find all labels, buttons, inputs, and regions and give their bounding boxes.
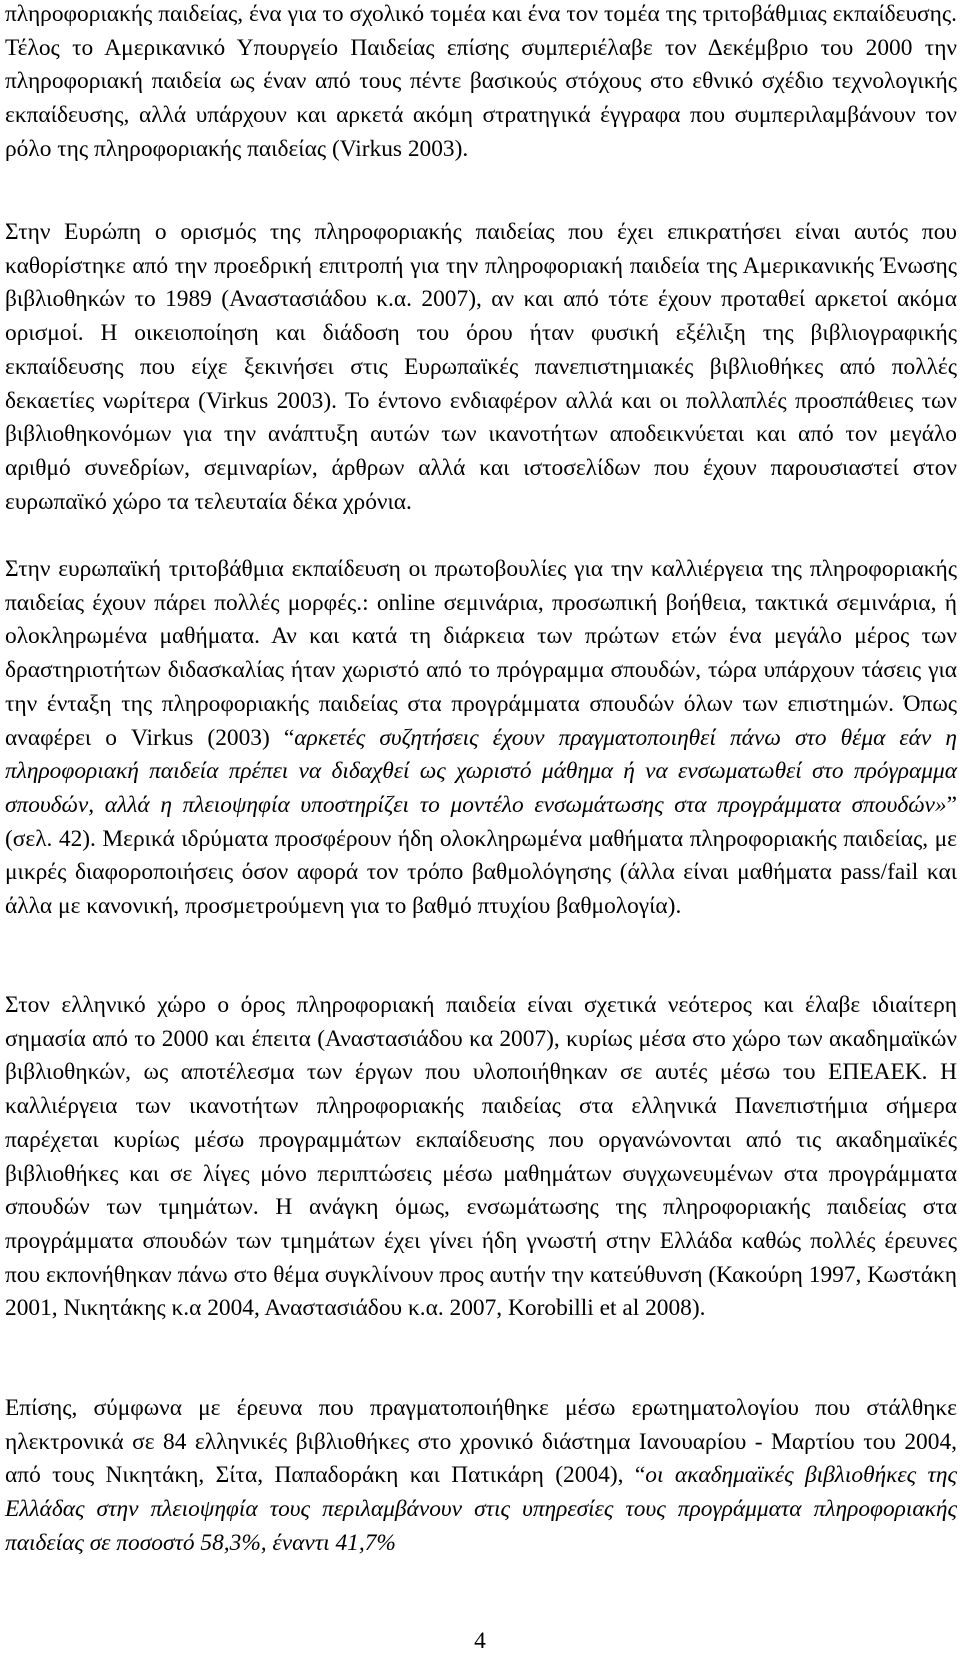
paragraph-1 <box>5 0 957 167</box>
paragraph-5 <box>5 1392 957 1561</box>
paragraph-3 <box>5 553 957 924</box>
paragraph-5-quote: οι ακαδημαϊκές βιβλιοθήκες της Ελλάδας στην πλειοψηφία τους περιλαμβάνουν στις υπηρεσίες τους προγράμματα πληροφοριακής παιδείας σε ποσοστό 58,3%, έναντι 41,7% <box>5 1462 957 1556</box>
paragraph-3-quote: αρκετές συζητήσεις έχουν πραγματοποιηθεί πάνω στο θέμα εάν η πληροφοριακή παιδεία πρέπει να διδαχθεί ως χωριστό μάθημα ή να ενσωματωθεί στο πρόγραμμα σπουδών, αλλά η πλειοψηφία υποστηρίζει το μοντέλο ενσωμάτωσης στα προγράμματα σπουδών» <box>5 724 957 818</box>
paragraph-5-text-before: Επίσης, σύμφωνα με έρευνα που πραγματοποιήθηκε μέσω ερωτηματολογίου που στάλθηκε ηλεκτρονικά σε 84 ελληνικές βιβλιοθήκες στο χρονικό διάστημα Ιανουαρίου - Μαρτίου του 2004, από τους Νικητάκη, Σίτα, Παπαδοράκη και Πατικάρη (2004), “ <box>5 1395 957 1489</box>
paragraph-2-text: Στην Ευρώπη ο ορισμός της πληροφοριακής παιδείας που έχει επικρατήσει είναι αυτός που καθορίστηκε από την προεδρική επιτροπή για την πληροφοριακή παιδεία της Αμερικανικής Ένωσης βιβλιοθηκών το 1989 (Αναστασιάδου κ.α. 2007), αν και από τότε έχουν προταθεί αρκετοί ακόμα ορισμοί. Η οικειοποίηση και διάδοση του όρου ήταν φυσική εξέλιξη της βιβλιογραφικής εκπαίδευσης που είχε ξεκινήσει στις Ευρωπαϊκές πανεπιστημιακές βιβλιοθήκες από πολλές δεκαετίες νωρίτερα (Virkus 2003). Το έντονο ενδιαφέρον αλλά και οι πολλαπλές προσπάθειες των βιβλιοθηκονόμων για την ανάπτυξη αυτών των ικανοτήτων αποδεικνύεται και από τον μεγάλο αριθμό συνεδρίων, σεμιναρίων, άρθρων αλλά και ιστοσελίδων που έχουν παρουσιαστεί στον ευρωπαϊκό χώρο τα τελευταία δέκα χρόνια. <box>5 219 957 515</box>
paragraph-2 <box>5 216 957 519</box>
paragraph-3-text-before: Στην ευρωπαϊκή τριτοβάθμια εκπαίδευση οι πρωτοβουλίες για την καλλιέργεια της πληροφοριακής παιδείας έχουν πάρει πολλές μορφές.: online σεμινάρια, προσωπική βοήθεια, τακτικά σεμινάρια, ή ολοκληρωμένα μαθήματα. Αν και κατά τη διάρκεια των πρώτων ετών ένα μεγάλο μέρος των δραστηριοτήτων διδασκαλίας ήταν χωριστό από το πρόγραμμα σπουδών, τώρα υπάρχουν τάσεις για την ένταξη της πληροφοριακής παιδείας στα προγράμματα σπουδών όλων των επιστημών. Όπως αναφέρει ο Virkus (2003) “ <box>5 556 957 751</box>
paragraph-4-text: Στον ελληνικό χώρο ο όρος πληροφοριακή παιδεία είναι σχετικά νεότερος και έλαβε ιδιαίτερη σημασία από το 2000 και έπειτα (Αναστασιάδου κα 2007), κυρίως μέσα στο χώρο των ακαδημαϊκών βιβλιοθηκών, ως αποτέλεσμα των έργων που υλοποιήθηκαν σε αυτές μέσω του ΕΠΕΑΕΚ. Η καλλιέργεια των ικανοτήτων πληροφοριακής παιδείας στα ελληνικά Πανεπιστήμια σήμερα παρέχεται κυρίως μέσω προγραμμάτων εκπαίδευσης που οργανώνονται από τις ακαδημαϊκές βιβλιοθήκες και σε λίγες μόνο περιπτώσεις μέσω μαθημάτων συγχωνευμένων στα προγράμματα σπουδών των τμημάτων. Η ανάγκη όμως, ενσωμάτωσης της πληροφοριακής παιδείας στα προγράμματα σπουδών των τμημάτων έχει γίνει ήδη γνωστή στην Ελλάδα καθώς πολλές έρευνες που εκπονήθηκαν πάνω στο θέμα συγκλίνουν προς αυτήν την κατεύθυνση (Κακούρη 1997, Κωστάκη 2001, Νικητάκης κ.α 2004, Αναστασιάδου κ.α. 2007, Korobilli et al 2008). <box>5 992 957 1322</box>
paragraph-3-text-after: ” (σελ. 42). Μερικά ιδρύματα προσφέρουν ήδη ολοκληρωμένα μαθήματα πληροφοριακής παιδείας, με μικρές διαφοροποιήσεις όσον αφορά τον τρόπο βαθμολόγησης (άλλα είναι μαθήματα pass/fail και άλλα με κανονική, προσμετρούμενη για το βαθμό πτυχίου βαθμολογία). <box>5 791 957 920</box>
page-number: 4 <box>474 1628 486 1654</box>
paragraph-1-text: πληροφοριακής παιδείας, ένα για το σχολικό τομέα και ένα τον τομέα της τριτοβάθμιας εκπαίδευσης. Τέλος το Αμερικανικό Υπουργείο Παιδείας επίσης συμπεριέλαβε τον Δεκέμβριο του 2000 την πληροφοριακή παιδεία ως έναν από τους πέντε βασικούς στόχους στο εθνικό σχέδιο τεχνολογικής εκπαίδευσης, αλλά υπάρχουν και αρκετά ακόμη στρατηγικά έγγραφα που συμπεριλαμβάνουν τον ρόλο της πληροφοριακής παιδείας (Virkus 2003). <box>5 1 957 162</box>
paragraph-4 <box>5 989 957 1326</box>
